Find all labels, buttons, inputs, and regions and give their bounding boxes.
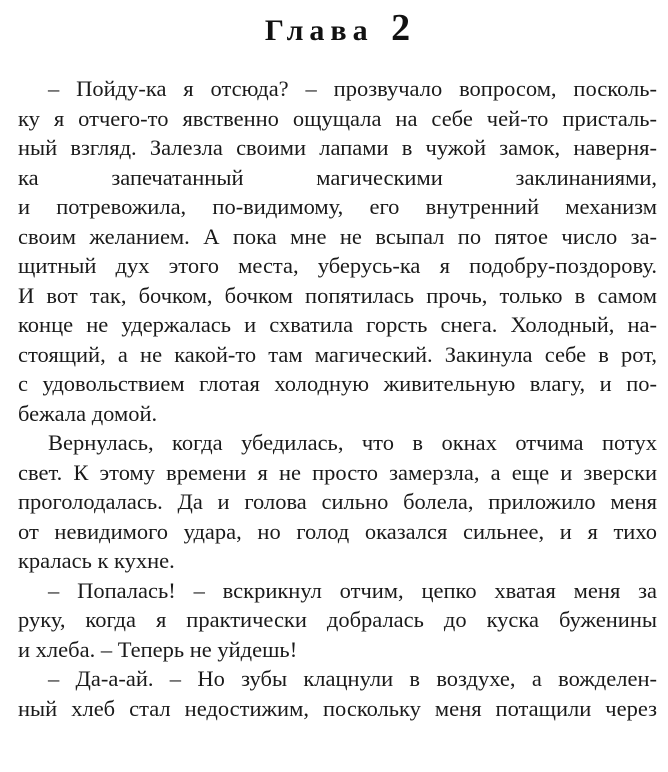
text-line: конце не удержалась и схватила горсть снега. Холодный, на- <box>18 312 657 337</box>
text-line: и потревожила, по-видимому, его внутренний механизм <box>18 194 657 219</box>
text-line: кралась к кухне. <box>18 548 175 573</box>
text-line: свет. К этому времени я не просто замерзла, а еще и зверски <box>18 459 657 485</box>
text-line: – Да-а-ай. – Но зубы клацнули в воздухе, а вожделен- <box>48 666 657 691</box>
text-line: и хлеба. – Теперь не уйдешь! <box>18 636 298 662</box>
text-line: Вернулась, когда убедилась, что в окнах отчима потух <box>48 430 657 455</box>
text-line: бежала домой. <box>18 400 158 426</box>
text-line: руку, когда я практически добралась до куска буженины <box>18 607 657 632</box>
text-line: ку я отчего-то явственно ощущала на себе чей-то присталь- <box>18 105 657 131</box>
chapter-text <box>18 74 657 723</box>
chapter-number: 2 <box>391 7 411 49</box>
text-line: проголодалась. Да и голова сильно болела, приложило меня <box>18 489 657 514</box>
text-line: – Попалась! – вскрикнул отчим, цепко хватая меня за <box>48 577 657 603</box>
chapter-word: Глава <box>264 14 374 47</box>
text-line: ный взгляд. Залезла своими лапами в чужой замок, наверня- <box>18 135 657 160</box>
chapter-title <box>18 0 657 58</box>
text-line: стоящий, а не какой-то там магический. Закинула себе в рот, <box>18 341 657 367</box>
text-line: ный хлеб стал недостижим, поскольку меня потащили через <box>18 695 657 721</box>
text-line: ка запечатанный магическими заклинаниями, <box>18 164 657 190</box>
text-line: щитный дух этого места, уберусь-ка я подобру-поздорову. <box>18 253 657 278</box>
text-line: с удовольствием глотая холодную живительную влагу, и по- <box>18 371 657 396</box>
text-line: – Пойду-ка я отсюда? – прозвучало вопросом, посколь- <box>48 76 657 101</box>
text-line: И вот так, бочком, бочком попятилась прочь, только в самом <box>18 282 657 308</box>
text-line: от невидимого удара, но голод оказался сильнее, и я тихо <box>18 518 657 544</box>
text-line: своим желанием. А пока мне не всыпал по пятое число за- <box>18 223 657 249</box>
